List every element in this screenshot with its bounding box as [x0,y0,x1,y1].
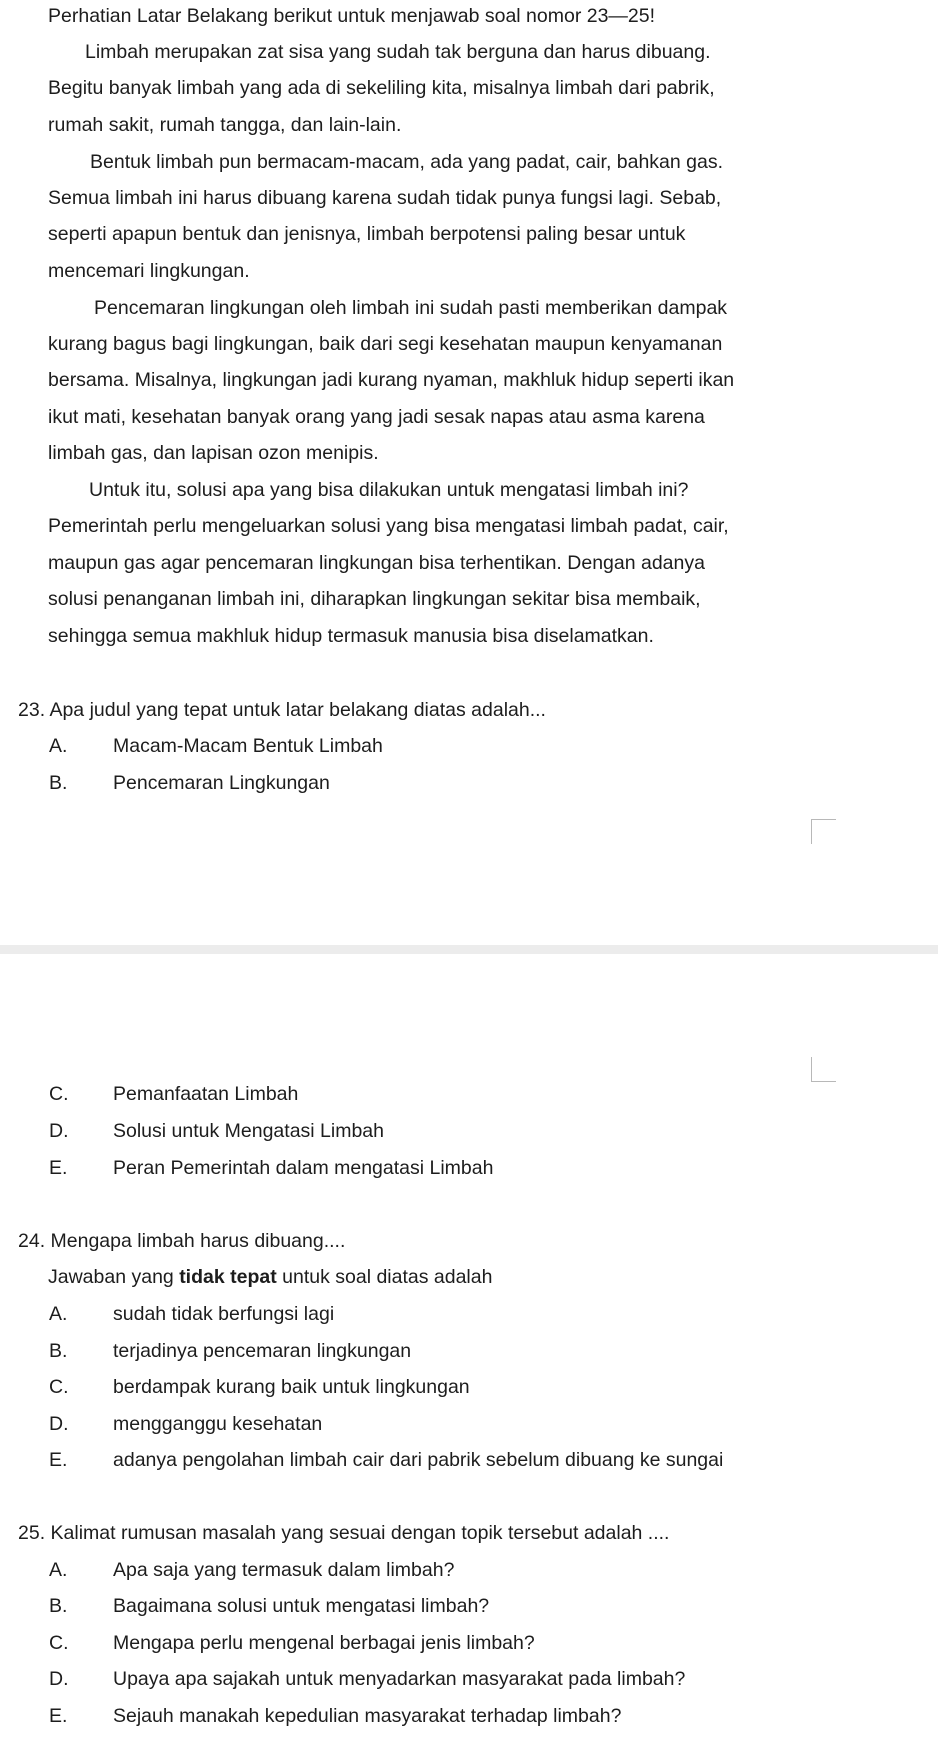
passage-line: Begitu banyak limbah yang ada di sekeliling kita, misalnya limbah dari pabrik, [48,77,715,99]
option-letter: C. [49,1632,69,1654]
passage-line: kurang bagus bagi lingkungan, baik dari segi kesehatan maupun kenyamanan [48,333,723,355]
option-letter: C. [49,1376,69,1398]
option-letter: E. [49,1157,68,1179]
option-text: Peran Pemerintah dalam mengatasi Limbah [113,1157,494,1179]
passage-line: limbah gas, dan lapisan ozon menipis. [48,442,379,464]
question-24: 24. Mengapa limbah harus dibuang.... [18,1230,346,1252]
option-letter: A. [49,1303,68,1325]
crop-mark-icon [811,819,836,844]
page-separator [0,945,938,954]
option-text: Apa saja yang termasuk dalam limbah? [113,1559,455,1581]
passage-line: sehingga semua makhluk hidup termasuk manusia bisa diselamatkan. [48,625,654,647]
option-letter: D. [49,1413,69,1435]
passage-line: Limbah merupakan zat sisa yang sudah tak berguna dan harus dibuang. [85,41,711,63]
crop-mark-icon [811,1057,836,1082]
question-24-instruction: Jawaban yang tidak tepat untuk soal diatas adalah [48,1266,493,1288]
passage-line: Untuk itu, solusi apa yang bisa dilakukan untuk mengatasi limbah ini? [89,479,689,501]
passage-line: Semua limbah ini harus dibuang karena sudah tidak punya fungsi lagi. Sebab, [48,187,722,209]
option-letter: D. [49,1668,69,1690]
passage-line: maupun gas agar pencemaran lingkungan bisa terhentikan. Dengan adanya [48,552,705,574]
option-text: Pencemaran Lingkungan [113,772,330,794]
passage-intro: Perhatian Latar Belakang berikut untuk menjawab soal nomor 23—25! [48,5,656,27]
passage-line: bersama. Misalnya, lingkungan jadi kurang nyaman, makhluk hidup seperti ikan [48,369,735,391]
passage-line: seperti apapun bentuk dan jenisnya, limbah berpotensi paling besar untuk [48,223,686,245]
passage-line: Bentuk limbah pun bermacam-macam, ada yang padat, cair, bahkan gas. [90,151,724,173]
option-letter: B. [49,1340,68,1362]
option-text: adanya pengolahan limbah cair dari pabrik sebelum dibuang ke sungai [113,1449,724,1471]
option-letter: D. [49,1120,69,1142]
option-text: terjadinya pencemaran lingkungan [113,1340,412,1362]
option-text: Pemanfaatan Limbah [113,1083,299,1105]
option-text: Sejauh manakah kepedulian masyarakat terhadap limbah? [113,1705,622,1727]
option-letter: C. [49,1083,69,1105]
passage-line: Pencemaran lingkungan oleh limbah ini sudah pasti memberikan dampak [94,297,728,319]
option-letter: E. [49,1705,68,1727]
option-letter: B. [49,772,68,794]
passage-line: ikut mati, kesehatan banyak orang yang jadi sesak napas atau asma karena [48,406,705,428]
option-letter: B. [49,1595,68,1617]
question-25: 25. Kalimat rumusan masalah yang sesuai dengan topik tersebut adalah .... [18,1522,670,1544]
option-text: Bagaimana solusi untuk mengatasi limbah? [113,1595,490,1617]
question-23: 23. Apa judul yang tepat untuk latar belakang diatas adalah... [18,699,546,721]
option-text: Upaya apa sajakah untuk menyadarkan masyarakat pada limbah? [113,1668,686,1690]
passage-line: mencemari lingkungan. [48,260,250,282]
passage-line: Pemerintah perlu mengeluarkan solusi yang bisa mengatasi limbah padat, cair, [48,515,729,537]
option-letter: A. [49,735,68,757]
passage-line: solusi penanganan limbah ini, diharapkan lingkungan sekitar bisa membaik, [48,588,701,610]
option-text: Mengapa perlu mengenal berbagai jenis limbah? [113,1632,535,1654]
passage-line: rumah sakit, rumah tangga, dan lain-lain. [48,114,402,136]
option-letter: E. [49,1449,68,1471]
option-text: Macam-Macam Bentuk Limbah [113,735,383,757]
option-text: mengganggu kesehatan [113,1413,323,1435]
option-letter: A. [49,1559,68,1581]
option-text: sudah tidak berfungsi lagi [113,1303,335,1325]
option-text: berdampak kurang baik untuk lingkungan [113,1376,470,1398]
option-text: Solusi untuk Mengatasi Limbah [113,1120,384,1142]
